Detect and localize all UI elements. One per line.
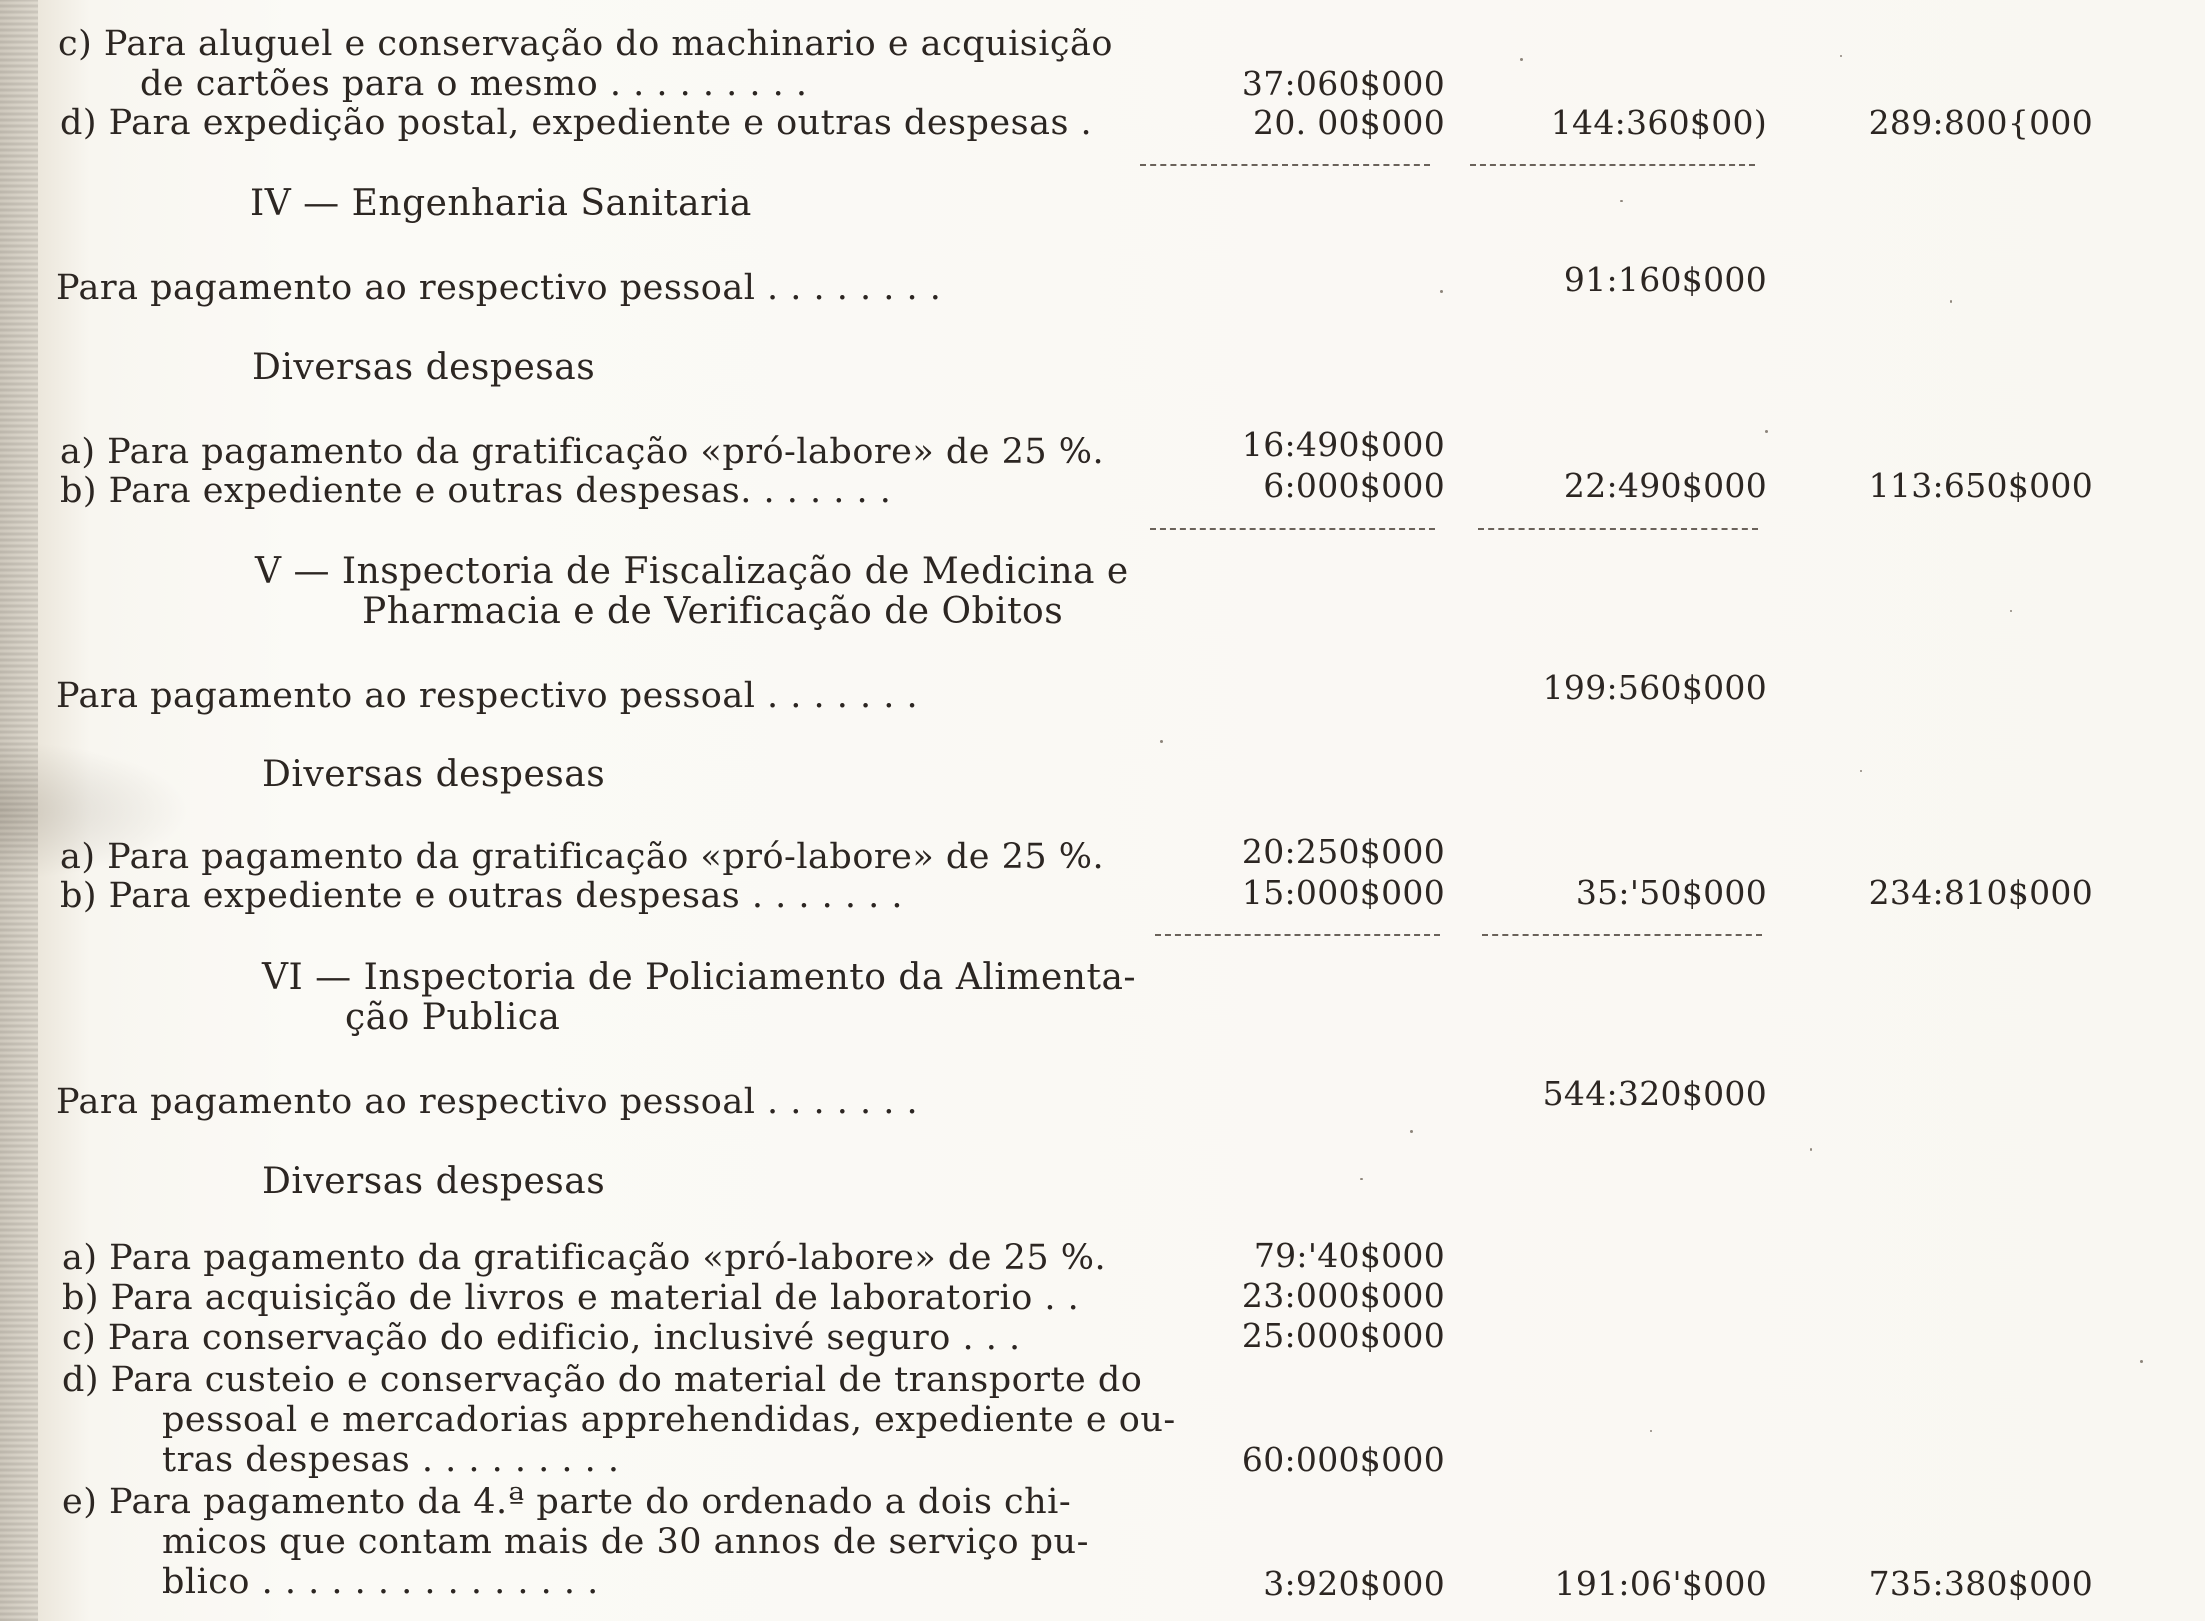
section-vi-item-e-line-3: blico . . . . . . . . . . . . . . . xyxy=(162,1562,599,1602)
print-speck xyxy=(1440,290,1443,293)
section-iv-heading: IV — Engenharia Sanitaria xyxy=(250,183,752,224)
section-v-pessoal: Para pagamento ao respectivo pessoal . . . . . . . xyxy=(56,676,919,716)
section-vi-pessoal: Para pagamento ao respectivo pessoal . . . . . . . xyxy=(56,1082,919,1122)
section-iv-diversas: Diversas despesas xyxy=(252,347,596,388)
section-vi-pessoal-amount: 544:320$000 xyxy=(1542,1074,1767,1113)
print-speck xyxy=(1620,200,1623,202)
print-speck xyxy=(1520,58,1523,61)
section-vi-item-b-amount: 23:000$000 xyxy=(1241,1276,1445,1315)
print-speck xyxy=(1650,1430,1652,1432)
print-speck xyxy=(1360,1178,1363,1180)
section-vi-item-d-line-3: tras despesas . . . . . . . . . xyxy=(162,1440,620,1480)
section-vi-item-a: a) Para pagamento da gratificação «pró-labore» de 25 %. xyxy=(62,1238,1107,1278)
section-vi-subtotal: 191:06'$000 xyxy=(1554,1564,1767,1603)
section-v-item-a-amount: 20:250$000 xyxy=(1241,832,1445,871)
print-speck xyxy=(2010,610,2012,612)
section-vi-item-b: b) Para acquisição de livros e material de laboratorio . . xyxy=(62,1278,1080,1318)
section-vi-item-e-amount: 3:920$000 xyxy=(1263,1564,1445,1603)
rule-col1 xyxy=(1150,528,1435,530)
item-c-line-1: c) Para aluguel e conservação do machinario e acquisição xyxy=(58,24,1113,64)
item-d-line: d) Para expedição postal, expediente e outras despesas . xyxy=(60,103,1093,143)
section-v-diversas: Diversas despesas xyxy=(262,754,606,795)
section-v-item-b: b) Para expediente e outras despesas . . . . . . . xyxy=(60,876,904,916)
section-iv-item-b-amount: 6:000$000 xyxy=(1263,466,1445,505)
rule-col2 xyxy=(1478,528,1758,530)
print-speck xyxy=(1950,300,1952,303)
section-v-pessoal-amount: 199:560$000 xyxy=(1542,668,1767,707)
section-vi-item-d-amount: 60:000$000 xyxy=(1241,1440,1445,1479)
rule-col2 xyxy=(1470,164,1755,166)
section-iv-item-b: b) Para expediente e outras despesas. . . . . . . xyxy=(60,471,892,511)
section-vi-item-d-line-2: pessoal e mercadorias apprehendidas, expediente e ou- xyxy=(162,1400,1176,1440)
section-v-subtotal: 35:'50$000 xyxy=(1575,873,1767,912)
section-vi-item-c: c) Para conservação do edificio, inclusivé seguro . . . xyxy=(62,1318,1021,1358)
section-v-total: 234:810$000 xyxy=(1868,873,2093,912)
section-iv-pessoal-amount: 91:160$000 xyxy=(1563,260,1767,299)
section-iv-subtotal: 22:490$000 xyxy=(1563,466,1767,505)
section-v-item-b-amount: 15:000$000 xyxy=(1241,873,1445,912)
section-vi-total: 735:380$000 xyxy=(1868,1564,2093,1603)
item-c-amount: 37:060$000 xyxy=(1241,64,1445,103)
section-vi-item-e-line-1: e) Para pagamento da 4.ª parte do ordenado a dois chi- xyxy=(62,1482,1072,1522)
section-v-heading-line-2: Pharmacia e de Verificação de Obitos xyxy=(362,591,1064,632)
rule-col1 xyxy=(1155,934,1440,936)
section-vi-heading-line-2: ção Publica xyxy=(345,997,561,1038)
section-vi-item-c-amount: 25:000$000 xyxy=(1241,1316,1445,1355)
item-c-line-2: de cartões para o mesmo . . . . . . . . . xyxy=(140,64,808,104)
section-vi-diversas: Diversas despesas xyxy=(262,1161,606,1202)
section-iv-item-a: a) Para pagamento da gratificação «pró-labore» de 25 %. xyxy=(60,432,1105,472)
section-v-item-a: a) Para pagamento da gratificação «pró-labore» de 25 %. xyxy=(60,837,1105,877)
print-speck xyxy=(1840,55,1842,57)
print-speck xyxy=(1160,740,1163,743)
section-vi-item-a-amount: 79:'40$000 xyxy=(1253,1236,1445,1275)
section-v-heading-line-1: V — Inspectoria de Fiscalização de Medicina e xyxy=(255,551,1129,592)
rule-col2 xyxy=(1482,934,1762,936)
page-binding-edge xyxy=(0,0,38,1621)
print-speck xyxy=(1860,770,1862,772)
print-speck xyxy=(1410,1130,1413,1133)
section-vi-item-e-line-2: micos que contam mais de 30 annos de serviço pu- xyxy=(162,1522,1089,1562)
section-iv-total: 113:650$000 xyxy=(1868,466,2093,505)
section-iv-item-a-amount: 16:490$000 xyxy=(1241,425,1445,464)
rule-col1 xyxy=(1140,164,1430,166)
print-speck xyxy=(1810,1148,1812,1151)
print-speck xyxy=(2140,1360,2143,1363)
section-iv-pessoal: Para pagamento ao respectivo pessoal . . . . . . . . xyxy=(56,268,942,308)
item-d-amount: 20. 00$000 xyxy=(1253,103,1445,142)
section-iii-total: 289:800{000 xyxy=(1868,103,2093,142)
section-iii-subtotal: 144:360$00) xyxy=(1550,103,1767,142)
section-vi-item-d-line-1: d) Para custeio e conservação do material de transporte do xyxy=(62,1360,1143,1400)
section-vi-heading-line-1: VI — Inspectoria de Policiamento da Alimenta- xyxy=(262,957,1137,998)
print-speck xyxy=(1765,430,1768,433)
